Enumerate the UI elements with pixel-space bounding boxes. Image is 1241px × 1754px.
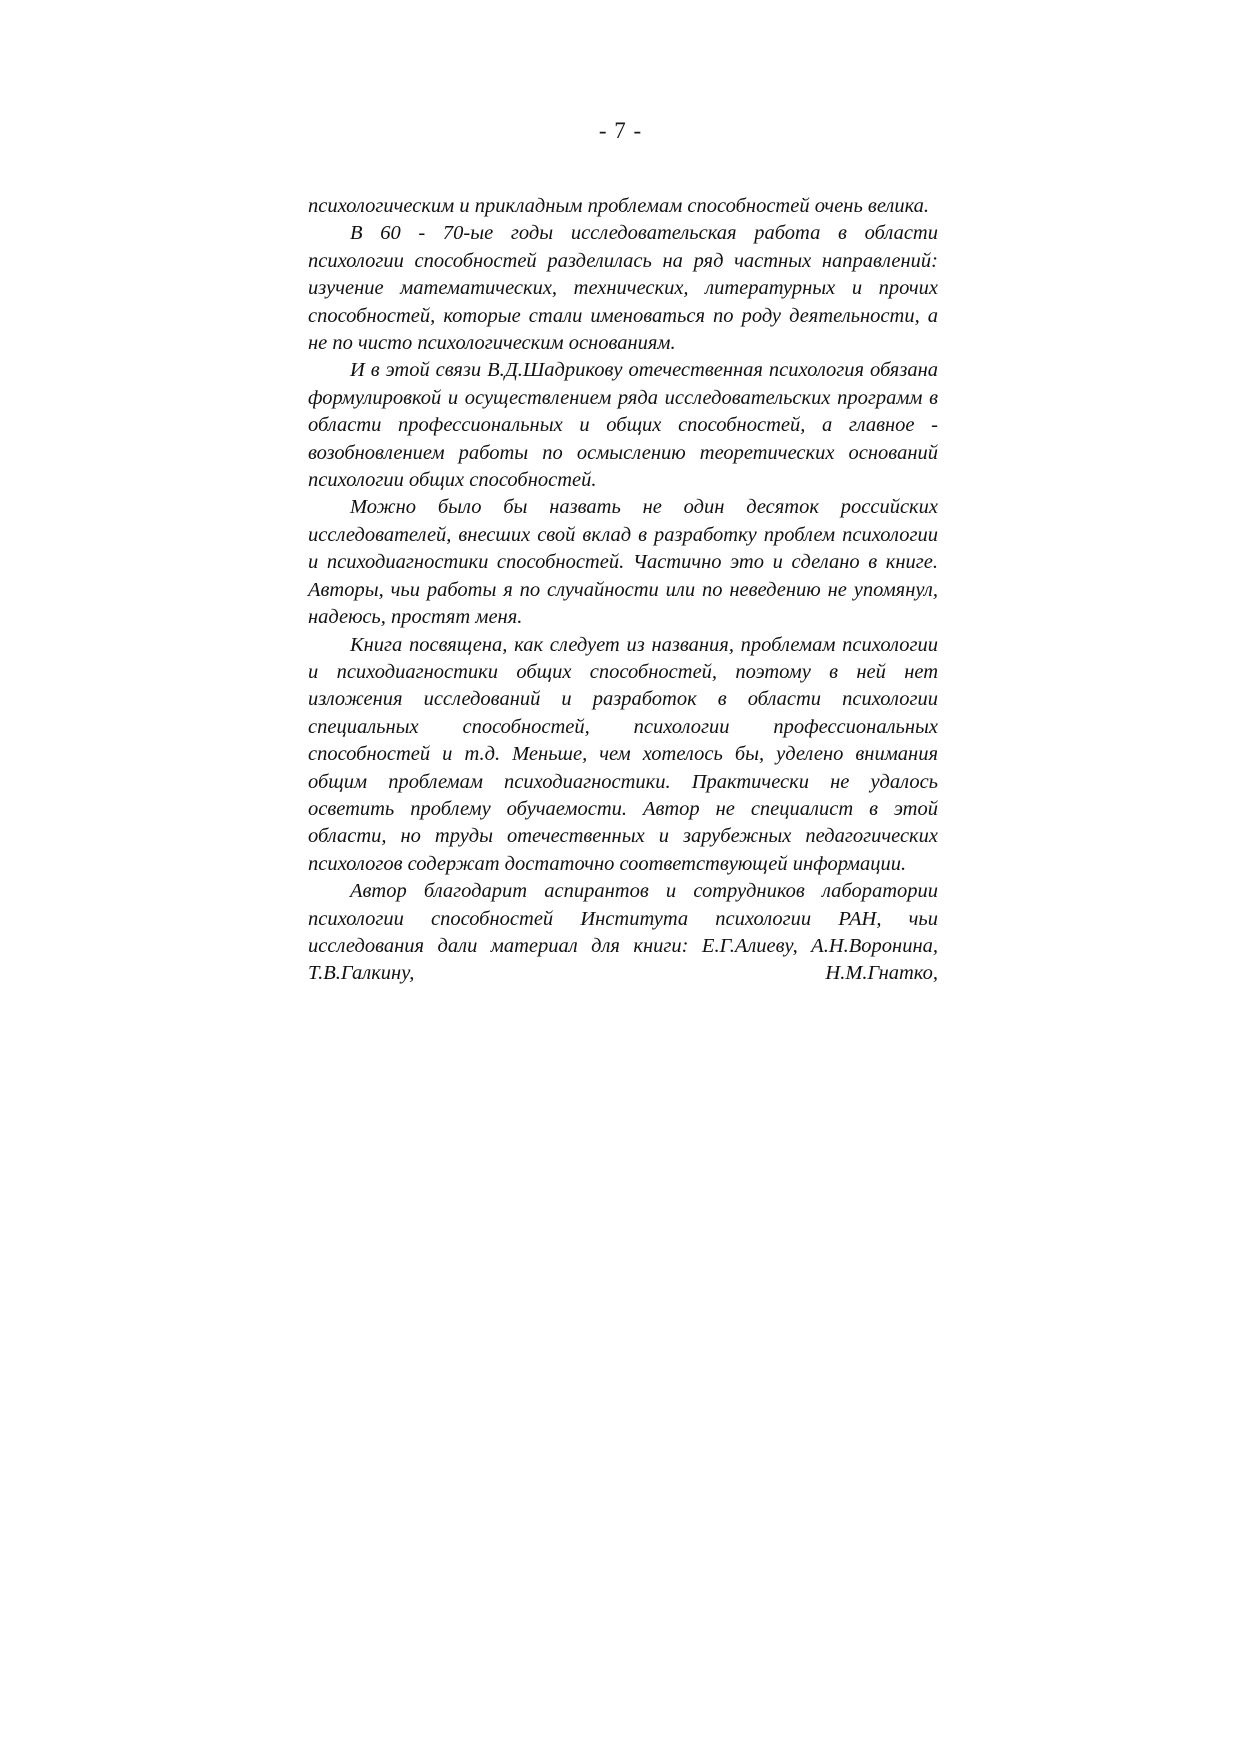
paragraph: И в этой связи В.Д.Шадрикову отечественная психология обязана формулировкой и осуществлением ряда исследовательских программ в области профессиональных и общих способностей, а главное - возобновлением работы по осмыслению теоретических оснований психологии общих способностей. <box>308 359 938 492</box>
paragraph: В 60 - 70-ые годы исследовательская работа в области психологии способностей разделилась на ряд частных направлений: изучение математических, технических, литературных и прочих способностей, которые стали именоваться по роду деятельности, а не по чисто психологическим основаниям. <box>308 222 938 355</box>
paragraph: Автор благодарит аспирантов и сотрудников лаборатории психологии способностей Института психологии РАН, чьи исследования дали материал для книги: Е.Г.Алиеву, А.Н.Воронина, Т.В.Галкину, Н.М.Гнатко, <box>308 880 938 985</box>
paragraph: Книга посвящена, как следует из названия, проблемам психологии и психодиагностики общих способностей, поэтому в ней нет изложения исследований и разработок в области психологии специальных способностей, психологии профессиональных способностей и т.д. Меньше, чем хотелось бы, уделено внимания общим проблемам психодиагностики. Практически не удалось осветить проблему обучаемости. Автор не специалист в этой области, но труды отечественных и зарубежных педагогических психологов содержат достаточно соответствующей информации. <box>308 633 938 875</box>
body-text <box>308 193 938 988</box>
paragraph: психологическим и прикладным проблемам способностей очень велика. <box>308 195 930 217</box>
page-number: - 7 - <box>598 118 643 143</box>
paragraph: Можно было бы назвать не один десяток российских исследователей, внесших свой вклад в разработку проблем психологии и психодиагностики способностей. Частично это и сделано в книге. Авторы, чьи работы я по случайности или по неведению не упомянул, надеюсь, простят меня. <box>308 496 938 629</box>
